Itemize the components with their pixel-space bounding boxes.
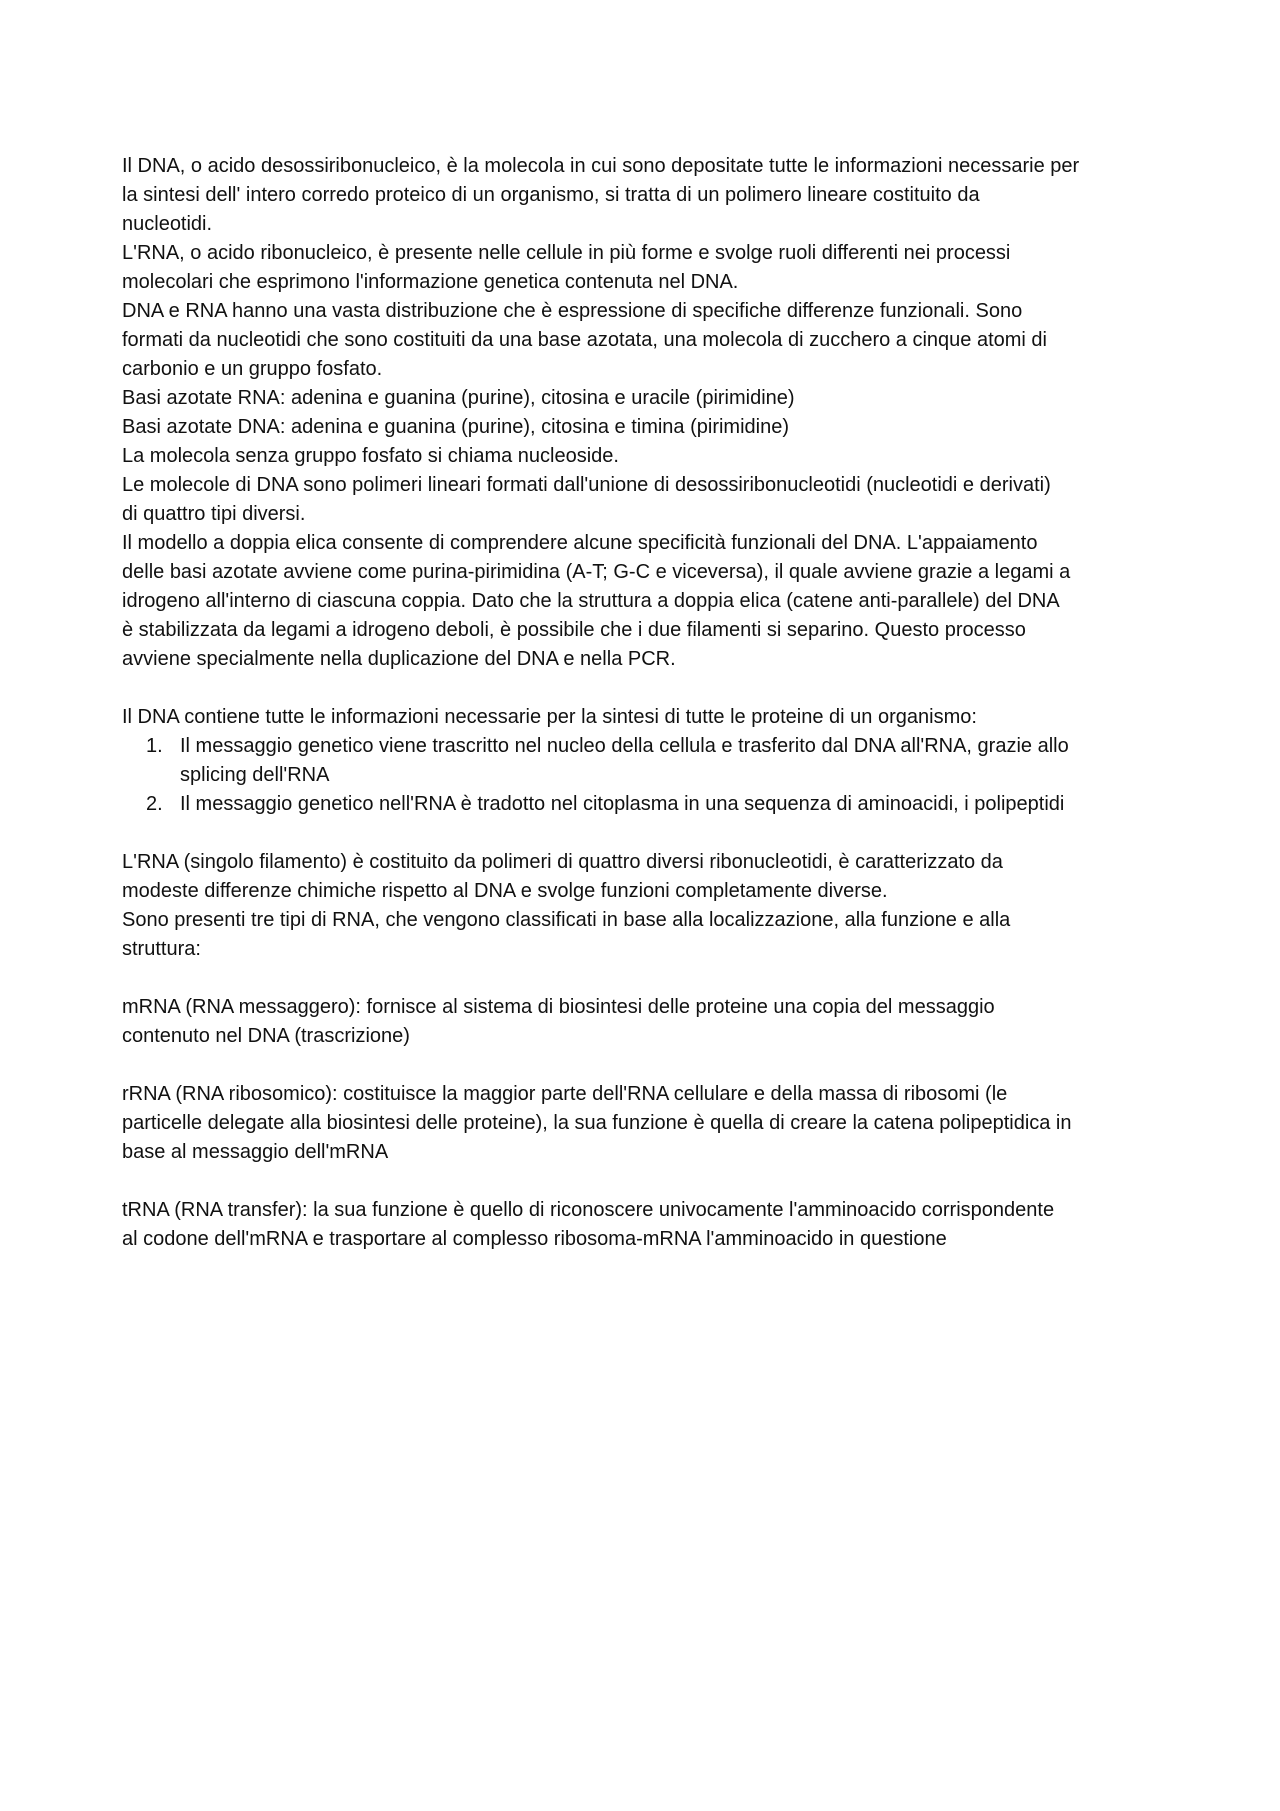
- paragraph-spacer: [122, 674, 1182, 703]
- numbered-list-item: [122, 790, 1182, 819]
- text-line: particelle delegate alla biosintesi delle proteine), la sua funzione è quella di creare la catena polipeptidica in: [122, 1112, 1072, 1134]
- text-line: L'RNA (singolo filamento) è costituito da polimeri di quattro diversi ribonucleotidi, è caratterizzato da: [122, 851, 1003, 873]
- paragraph-spacer: [122, 1051, 1182, 1080]
- text-line: al codone dell'mRNA e trasportare al complesso ribosoma-mRNA l'amminoacido in questione: [122, 1228, 947, 1250]
- paragraph-rna-types-intro: [122, 848, 1182, 964]
- text-line: DNA e RNA hanno una vasta distribuzione che è espressione di specifiche differenze funzionali. Sono: [122, 300, 1023, 322]
- text-line: struttura:: [122, 938, 201, 960]
- text-line: Basi azotate RNA: adenina e guanina (purine), citosina e uracile (pirimidine): [122, 387, 795, 409]
- text-line: La molecola senza gruppo fosfato si chiama nucleoside.: [122, 445, 619, 467]
- text-line: formati da nucleotidi che sono costituiti da una base azotata, una molecola di zucchero a cinque atomi di: [122, 329, 1047, 351]
- paragraph-trna: [122, 1196, 1182, 1254]
- text-line: è stabilizzata da legami a idrogeno deboli, è possibile che i due filamenti si separino. Questo processo: [122, 619, 1026, 641]
- paragraph-spacer: [122, 964, 1182, 993]
- text-line: Il modello a doppia elica consente di comprendere alcune specificità funzionali del DNA. L'appaiamento: [122, 532, 1038, 554]
- text-line: Il DNA contiene tutte le informazioni necessarie per la sintesi di tutte le proteine di un organismo:: [122, 706, 977, 728]
- text-line: Il messaggio genetico viene trascritto nel nucleo della cellula e trasferito dal DNA all'RNA, grazie allo: [180, 735, 1069, 757]
- text-line: la sintesi dell' intero corredo proteico di un organismo, si tratta di un polimero lineare costituito da: [122, 184, 980, 206]
- text-line: L'RNA, o acido ribonucleico, è presente nelle cellule in più forme e svolge ruoli differenti nei processi: [122, 242, 1011, 264]
- document-page: [122, 152, 1182, 1254]
- text-line: Basi azotate DNA: adenina e guanina (purine), citosina e timina (pirimidine): [122, 416, 790, 438]
- text-line: delle basi azotate avviene come purina-pirimidina (A-T; G-C e viceversa), il quale avviene grazie a legami a: [122, 561, 1071, 583]
- paragraph-mrna: [122, 993, 1182, 1051]
- paragraph-spacer: [122, 819, 1182, 848]
- text-line: Il DNA, o acido desossiribonucleico, è la molecola in cui sono depositate tutte le informazioni necessarie per: [122, 155, 1080, 177]
- text-line: carbonio e un gruppo fosfato.: [122, 358, 383, 380]
- text-line: di quattro tipi diversi.: [122, 503, 306, 525]
- text-line: Le molecole di DNA sono polimeri lineari formati dall'unione di desossiribonucleotidi (nucleotidi e derivati): [122, 474, 1051, 496]
- text-line: modeste differenze chimiche rispetto al DNA e svolge funzioni completamente diverse.: [122, 880, 888, 902]
- list-number: 2.: [146, 793, 163, 815]
- text-line: tRNA (RNA transfer): la sua funzione è quello di riconoscere univocamente l'amminoacido corrispondente: [122, 1199, 1055, 1221]
- text-line: Il messaggio genetico nell'RNA è tradotto nel citoplasma in una sequenza di aminoacidi, i polipeptidi: [180, 793, 1065, 815]
- paragraph-protein-synthesis: [122, 703, 1182, 819]
- text-line: splicing dell'RNA: [180, 764, 330, 786]
- list-number: 1.: [146, 735, 163, 757]
- paragraph-dna-rna-intro: [122, 152, 1182, 674]
- text-line: nucleotidi.: [122, 213, 213, 235]
- text-line: base al messaggio dell'mRNA: [122, 1141, 389, 1163]
- text-line: molecolari che esprimono l'informazione genetica contenuta nel DNA.: [122, 271, 739, 293]
- text-line: contenuto nel DNA (trascrizione): [122, 1025, 410, 1047]
- numbered-list-item: [122, 732, 1182, 790]
- paragraph-spacer: [122, 1167, 1182, 1196]
- text-line: idrogeno all'interno di ciascuna coppia. Dato che la struttura a doppia elica (catene anti-parallele) del DNA: [122, 590, 1060, 612]
- text-line: mRNA (RNA messaggero): fornisce al sistema di biosintesi delle proteine una copia del messaggio: [122, 996, 995, 1018]
- paragraph-rrna: [122, 1080, 1182, 1167]
- text-line: Sono presenti tre tipi di RNA, che vengono classificati in base alla localizzazione, alla funzione e alla: [122, 909, 1011, 931]
- text-line: rRNA (RNA ribosomico): costituisce la maggior parte dell'RNA cellulare e della massa di ribosomi (le: [122, 1083, 1008, 1105]
- text-line: avviene specialmente nella duplicazione del DNA e nella PCR.: [122, 648, 676, 670]
